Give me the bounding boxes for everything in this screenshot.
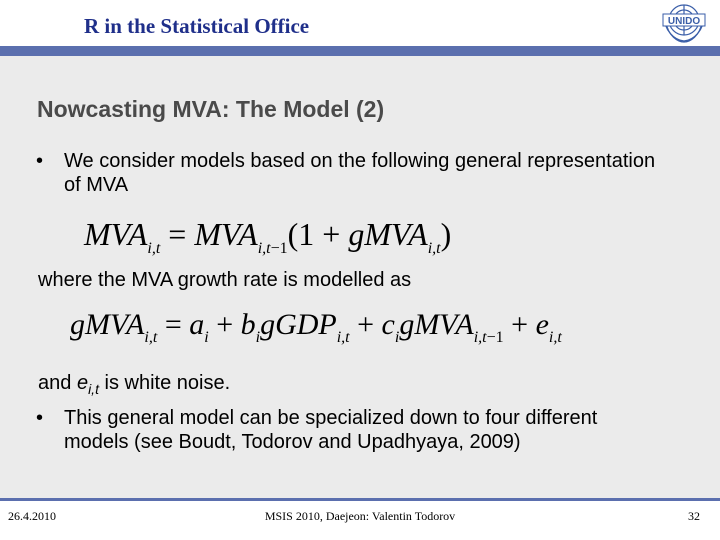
bullet-text: This general model can be specialized down to four different models (see Boudt, Todorov and Upadhyaya, 2009) [64, 407, 598, 453]
header-title: R in the Statistical Office [84, 14, 310, 38]
svg-text:UNIDO: UNIDO [667, 16, 701, 27]
footer-page-number: 32 [688, 509, 700, 523]
white-noise-prefix: and [38, 372, 72, 394]
slide-content [0, 56, 720, 498]
white-noise-suffix: is white noise. [104, 372, 231, 394]
growth-rate-line: where the MVA growth rate is modelled as [38, 269, 412, 291]
bullet-specialized-models [36, 406, 654, 454]
noise-variable-subscript: i,t [88, 381, 99, 397]
unido-logo [658, 0, 710, 44]
slide-title: Nowcasting MVA: The Model (2) [37, 96, 385, 122]
white-noise-line [38, 371, 230, 401]
header-rule [0, 46, 720, 56]
bullet-dot: • [36, 150, 44, 172]
equation-gmva: gMVA$_{i,t}$ = $a_i$ + $b_igGDP_{i,t}$ + $c_igMVA_{i,t-1} + e_{i,t}$ [70, 308, 562, 346]
bullet-text: We consider models based on the following general representation of MVA [64, 150, 656, 196]
footer-date: 26.4.2010 [8, 509, 56, 523]
footer-center: MSIS 2010, Daejeon: Valentin Todorov [264, 509, 456, 523]
footer-rule [0, 498, 720, 501]
equation-mva: $MVA_{i,t} = MVA_{i,t-1}(1$ + gMVA$_{i,t}$) [84, 216, 452, 257]
bullet-dot: • [36, 407, 44, 429]
bullet-general-model [36, 149, 664, 197]
noise-variable [76, 372, 99, 397]
noise-variable-letter: e [76, 372, 89, 394]
